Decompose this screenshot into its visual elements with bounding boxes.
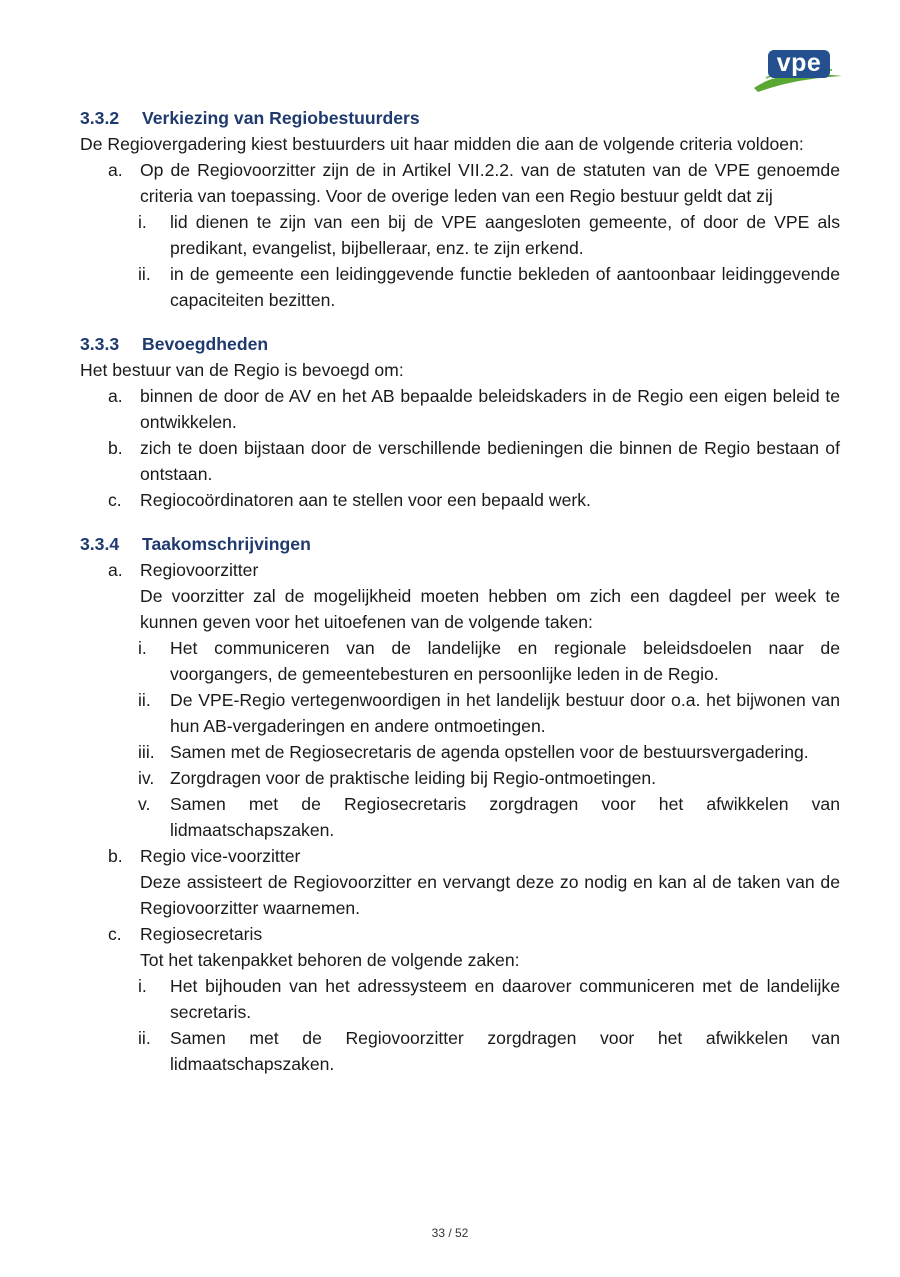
section-heading xyxy=(80,331,840,357)
sub-list-marker: v. xyxy=(138,794,151,814)
sub-list-marker: iv. xyxy=(138,768,155,788)
list-marker: a. xyxy=(108,386,123,406)
section-number: 3.3.2 xyxy=(80,108,120,128)
list-item-description: Tot het takenpakket behoren de volgende zaken: xyxy=(140,950,520,970)
list-marker: b. xyxy=(108,846,123,866)
list-item-description: De voorzitter zal de mogelijkheid moeten hebben om zich een dagdeel per week te kunnen geven voor het uitoefenen van de volgende taken: xyxy=(140,586,840,632)
section-title: Taakomschrijvingen xyxy=(142,534,311,554)
sub-list-item xyxy=(80,765,840,791)
list-item-text: binnen de door de AV en het AB bepaalde beleidskaders in de Regio een eigen beleid te ontwikkelen. xyxy=(140,386,840,432)
sub-list-item-text: De VPE-Regio vertegenwoordigen in het landelijk bestuur door o.a. het bijwonen van hun AB-vergaderingen en andere ontmoetingen. xyxy=(170,690,840,736)
sub-list-item xyxy=(80,261,840,313)
list-item xyxy=(80,843,840,869)
list-item xyxy=(80,383,840,435)
sub-list-item xyxy=(80,635,840,687)
section-intro: Het bestuur van de Regio is bevoegd om: xyxy=(80,360,404,380)
sub-list-item-text: Samen met de Regiosecretaris de agenda opstellen voor de bestuursvergadering. xyxy=(170,742,809,762)
sub-list-marker: ii. xyxy=(138,690,151,710)
sub-list-marker: i. xyxy=(138,976,147,996)
section-heading xyxy=(80,105,840,131)
sub-list-item xyxy=(80,739,840,765)
sub-list-marker: ii. xyxy=(138,1028,151,1048)
sub-list-item-text: Samen met de Regiovoorzitter zorgdragen voor het afwikkelen van lidmaatschapszaken. xyxy=(170,1028,840,1074)
list-item-text: Regio vice-voorzitter xyxy=(140,846,301,866)
sub-list-item xyxy=(80,973,840,1025)
sub-list-item xyxy=(80,687,840,739)
logo-text: vpe xyxy=(776,49,822,77)
list-item xyxy=(80,157,840,209)
list-item xyxy=(80,435,840,487)
sub-list-item-text: Samen met de Regiosecretaris zorgdragen voor het afwikkelen van lidmaatschapszaken. xyxy=(170,794,840,840)
list-item-text: zich te doen bijstaan door de verschillende bedieningen die binnen de Regio bestaan of ontstaan. xyxy=(140,438,840,484)
section-number: 3.3.3 xyxy=(80,334,120,354)
section-heading xyxy=(80,531,840,557)
list-item-description: Deze assisteert de Regiovoorzitter en vervangt deze zo nodig en kan al de taken van de Regiovoorzitter waarnemen. xyxy=(140,872,840,918)
sub-list-item xyxy=(80,1025,840,1077)
list-marker: c. xyxy=(108,490,122,510)
list-marker: b. xyxy=(108,438,123,458)
list-item xyxy=(80,557,840,583)
list-item xyxy=(80,487,840,513)
document-body xyxy=(80,105,840,1077)
list-item-text: Regiocoördinatoren aan te stellen voor een bepaald werk. xyxy=(140,490,591,510)
section-title: Verkiezing van Regiobestuurders xyxy=(142,108,420,128)
page-number: 33 / 52 xyxy=(431,1226,469,1240)
list-item-text: Regiosecretaris xyxy=(140,924,263,944)
list-item xyxy=(80,921,840,947)
sub-list-marker: ii. xyxy=(138,264,151,284)
list-marker: a. xyxy=(108,560,123,580)
list-item-text: Op de Regiovoorzitter zijn de in Artikel VII.2.2. van de statuten van de VPE genoemde criteria van toepassing. Voor de overige leden van een Regio bestuur geldt dat zij xyxy=(140,160,840,206)
list-marker: a. xyxy=(108,160,123,180)
sub-list-item-text: Zorgdragen voor de praktische leiding bij Regio-ontmoetingen. xyxy=(170,768,657,788)
list-item-text: Regiovoorzitter xyxy=(140,560,259,580)
sub-list-item-text: Het bijhouden van het adressysteem en daarover communiceren met de landelijke secretaris. xyxy=(170,976,840,1022)
sub-list-item-text: lid dienen te zijn van een bij de VPE aangesloten gemeente, of door de VPE als predikant, evangelist, bijbelleraar, enz. te zijn erkend. xyxy=(170,212,840,258)
sub-list-item xyxy=(80,791,840,843)
sub-list-item-text: in de gemeente een leidinggevende functie bekleden of aantoonbaar leidinggevende capaciteiten bezitten. xyxy=(170,264,840,310)
sub-list-marker: i. xyxy=(138,638,147,658)
sub-list-item xyxy=(80,209,840,261)
section-number: 3.3.4 xyxy=(80,534,120,554)
list-marker: c. xyxy=(108,924,122,944)
section-title: Bevoegdheden xyxy=(142,334,269,354)
section-intro: De Regiovergadering kiest bestuurders uit haar midden die aan de volgende criteria voldoen: xyxy=(80,134,804,154)
sub-list-marker: i. xyxy=(138,212,147,232)
sub-list-marker: iii. xyxy=(138,742,155,762)
vpe-logo xyxy=(752,48,844,94)
sub-list-item-text: Het communiceren van de landelijke en regionale beleidsdoelen naar de voorgangers, de gemeentebesturen en persoonlijke leden in de Regio. xyxy=(170,638,840,684)
